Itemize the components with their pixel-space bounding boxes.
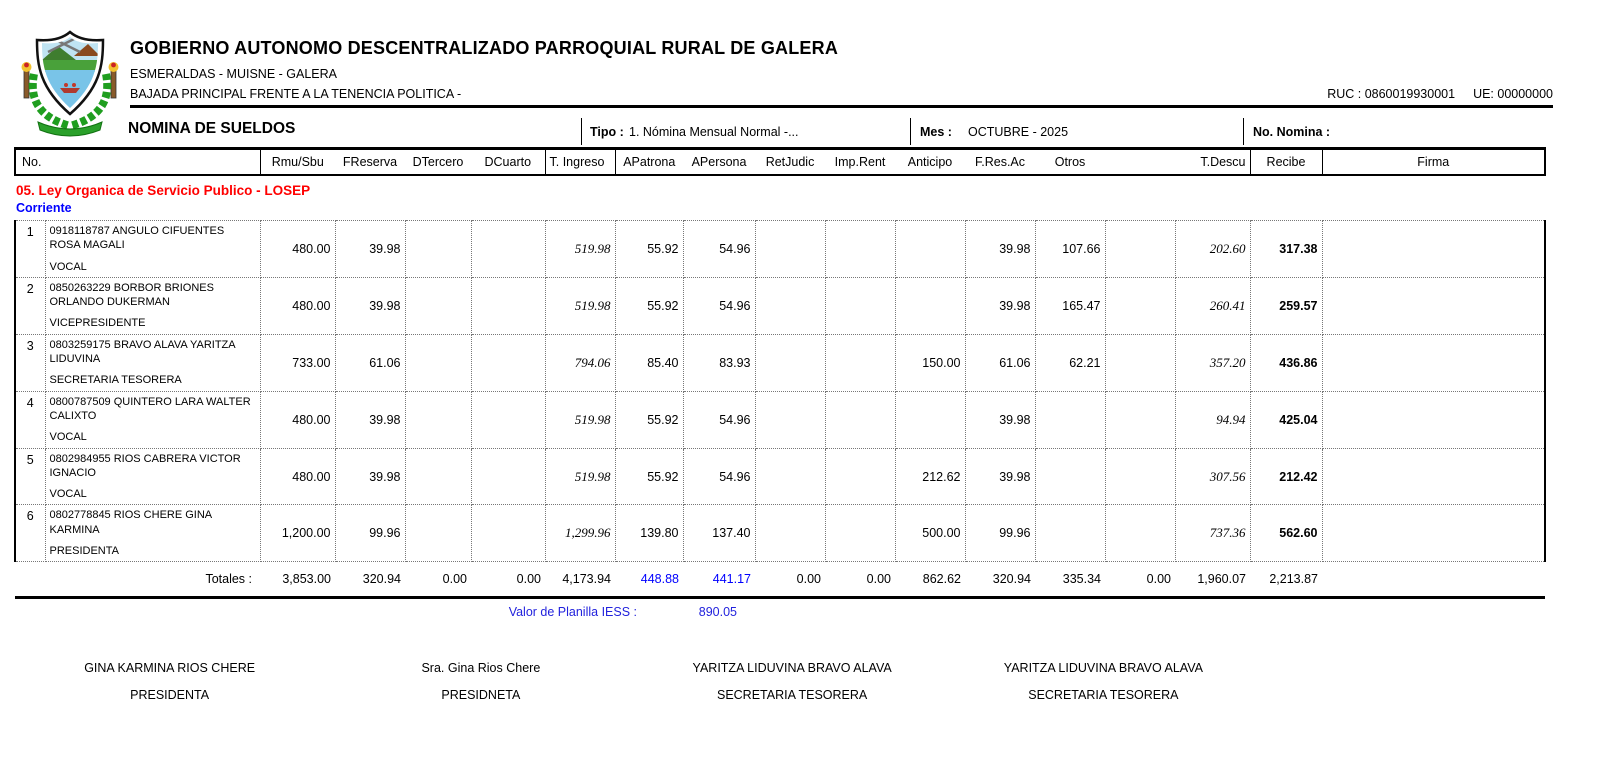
employee-id-name: 0803259175 BRAVO ALAVA YARITZA LIDUVINA: [49, 338, 235, 366]
value-cell: 165.47: [1035, 277, 1105, 334]
signature-name: YARITZA LIDUVINA BRAVO ALAVA: [692, 661, 892, 676]
value-cell: [825, 334, 895, 391]
employee-cell: [45, 505, 260, 562]
payroll-table-header: [14, 147, 1546, 176]
tipo-value: 1. Nómina Mensual Normal -...: [629, 125, 799, 139]
value-cell: [825, 221, 895, 278]
value-cell: 61.06: [335, 334, 405, 391]
employee-cell: [45, 448, 260, 505]
column-header-t-descu: T.Descu: [1175, 149, 1250, 176]
section-subtitle: Corriente: [16, 201, 72, 215]
value-cell: 62.21: [1035, 334, 1105, 391]
value-cell: 436.86: [1250, 334, 1322, 391]
value-cell: [1105, 221, 1175, 278]
signature-title: PRESIDNETA: [441, 688, 521, 703]
value-cell: 259.57: [1250, 277, 1322, 334]
column-header-anticipo: Anticipo: [895, 149, 965, 176]
row-number-cell: 6: [15, 505, 45, 562]
totals-value: 862.62: [895, 562, 965, 598]
payroll-table: [14, 220, 1546, 599]
band-separator: [910, 118, 911, 145]
value-cell: 55.92: [615, 448, 683, 505]
value-cell: 212.42: [1250, 448, 1322, 505]
totals-value: 0.00: [405, 562, 471, 598]
column-header-retjudic: RetJudic: [755, 149, 825, 176]
value-cell: 39.98: [965, 221, 1035, 278]
value-cell: 55.92: [615, 391, 683, 448]
planilla-label: Valor de Planilla IESS :: [508, 605, 637, 620]
value-cell: 733.00: [260, 334, 335, 391]
employee-id-name: 0850263229 BORBOR BRIONES ORLANDO DUKERMAN: [49, 281, 214, 309]
value-cell: 61.06: [965, 334, 1035, 391]
value-cell: [405, 391, 471, 448]
value-cell: [825, 391, 895, 448]
value-cell: [1105, 448, 1175, 505]
planilla-iess-line: [14, 605, 1553, 619]
ruc-ue-line: [1309, 87, 1553, 101]
row-number-cell: 1: [15, 221, 45, 278]
value-cell: [471, 391, 545, 448]
value-cell: 260.41: [1175, 277, 1250, 334]
value-cell: [825, 505, 895, 562]
value-cell: 480.00: [260, 391, 335, 448]
value-cell: [1105, 391, 1175, 448]
value-cell: [405, 505, 471, 562]
value-cell: [895, 221, 965, 278]
signature-cell: [1322, 448, 1545, 505]
signature-cell: [1322, 505, 1545, 562]
report-name: NOMINA DE SUELDOS: [128, 120, 296, 137]
value-cell: [1035, 391, 1105, 448]
signature-name: GINA KARMINA RIOS CHERE: [84, 661, 256, 676]
employee-id-name: 0800787509 QUINTERO LARA WALTER CALIXTO: [49, 395, 251, 422]
totals-value: 0.00: [755, 562, 825, 598]
value-cell: 137.40: [683, 505, 755, 562]
value-cell: 1,200.00: [260, 505, 335, 562]
signature-title: SECRETARIA TESORERA: [716, 688, 868, 703]
signature-name: Sra. Gina Rios Chere: [421, 661, 541, 676]
value-cell: 737.36: [1175, 505, 1250, 562]
value-cell: 212.62: [895, 448, 965, 505]
value-cell: 39.98: [335, 448, 405, 505]
value-cell: [1035, 448, 1105, 505]
value-cell: 150.00: [895, 334, 965, 391]
value-cell: [755, 334, 825, 391]
value-cell: [895, 277, 965, 334]
value-cell: 39.98: [965, 448, 1035, 505]
column-header-no: No.: [15, 149, 260, 176]
signature-cell: [1322, 221, 1545, 278]
institution-location: ESMERALDAS - MUISNE - GALERA: [130, 67, 337, 81]
totals-value: 320.94: [965, 562, 1035, 598]
signature-cell: [1322, 277, 1545, 334]
column-header-dtercero: DTercero: [405, 149, 471, 176]
value-cell: 107.66: [1035, 221, 1105, 278]
column-header-blank: [1105, 149, 1175, 176]
column-header-f-res-ac: F.Res.Ac: [965, 149, 1035, 176]
signature-cell: [1322, 334, 1545, 391]
totals-value: 0.00: [825, 562, 895, 598]
value-cell: [755, 221, 825, 278]
value-cell: [471, 277, 545, 334]
tipo-label: Tipo :: [590, 125, 624, 139]
column-header-apersona: APersona: [683, 149, 755, 176]
employee-cell: [45, 391, 260, 448]
signature-title: SECRETARIA TESORERA: [1028, 688, 1179, 703]
employee-role: PRESIDENTA: [49, 545, 119, 558]
employee-id-name: 0918118787 ANGULO CIFUENTES ROSA MAGALI: [49, 225, 225, 252]
signature-block: [948, 661, 1259, 702]
value-cell: [825, 277, 895, 334]
totals-signature-cell: [1322, 562, 1545, 598]
column-header-apatrona: APatrona: [615, 149, 683, 176]
totals-row: [15, 562, 1545, 598]
table-row: [15, 391, 1545, 448]
value-cell: 480.00: [260, 448, 335, 505]
value-cell: 562.60: [1250, 505, 1322, 562]
employee-role: SECRETARIA TESORERA: [49, 374, 182, 387]
row-number-cell: 2: [15, 277, 45, 334]
value-cell: 480.00: [260, 277, 335, 334]
employee-role: VOCAL: [49, 488, 87, 501]
value-cell: 519.98: [545, 448, 615, 505]
totals-value: 441.17: [683, 562, 755, 598]
value-cell: [755, 505, 825, 562]
value-cell: 500.00: [895, 505, 965, 562]
table-row: [15, 221, 1545, 278]
totals-value: 3,853.00: [260, 562, 335, 598]
signature-block: [14, 661, 325, 702]
value-cell: [825, 448, 895, 505]
value-cell: 54.96: [683, 221, 755, 278]
ruc-value: RUC : 0860019930001: [1327, 87, 1456, 101]
totals-value: 320.94: [335, 562, 405, 598]
band-separator: [581, 118, 582, 145]
value-cell: 39.98: [965, 277, 1035, 334]
planilla-value: 890.05: [698, 605, 737, 620]
column-header-dcuarto: DCuarto: [471, 149, 545, 176]
table-row: [15, 334, 1545, 391]
value-cell: 519.98: [545, 221, 615, 278]
value-cell: 519.98: [545, 277, 615, 334]
value-cell: 39.98: [335, 221, 405, 278]
employee-role: VOCAL: [49, 431, 87, 444]
value-cell: 83.93: [683, 334, 755, 391]
signature-block: [325, 661, 636, 702]
ue-value: UE: 00000000: [1473, 87, 1553, 101]
signature-cell: [1322, 391, 1545, 448]
totals-value: 1,960.07: [1175, 562, 1250, 598]
report-body: [14, 147, 1553, 702]
value-cell: 99.96: [965, 505, 1035, 562]
row-number-cell: 3: [15, 334, 45, 391]
value-cell: 1,299.96: [545, 505, 615, 562]
table-row: [15, 505, 1545, 562]
column-header-t-ingreso: T. Ingreso: [545, 149, 615, 176]
value-cell: 85.40: [615, 334, 683, 391]
employee-id-name: 0802984955 RIOS CABRERA VICTOR IGNACIO: [49, 452, 241, 479]
signature-block: [637, 661, 948, 702]
value-cell: 480.00: [260, 221, 335, 278]
value-cell: [1105, 505, 1175, 562]
header-rule: [130, 105, 1553, 108]
value-cell: 794.06: [545, 334, 615, 391]
totals-value: 335.34: [1035, 562, 1105, 598]
value-cell: 99.96: [335, 505, 405, 562]
value-cell: [471, 334, 545, 391]
employee-role: VICEPRESIDENTE: [49, 317, 146, 330]
totals-value: 4,173.94: [545, 562, 615, 598]
value-cell: 317.38: [1250, 221, 1322, 278]
value-cell: [1105, 277, 1175, 334]
no-nomina-label: No. Nomina :: [1253, 125, 1331, 139]
row-number-cell: 5: [15, 448, 45, 505]
value-cell: [405, 277, 471, 334]
value-cell: 357.20: [1175, 334, 1250, 391]
band-separator: [1243, 118, 1244, 145]
table-row: [15, 277, 1545, 334]
value-cell: [755, 391, 825, 448]
value-cell: 202.60: [1175, 221, 1250, 278]
column-header-recibe: Recibe: [1250, 149, 1322, 176]
institution-address: BAJADA PRINCIPAL FRENTE A LA TENENCIA POLITICA -: [130, 87, 462, 101]
value-cell: 94.94: [1175, 391, 1250, 448]
value-cell: 55.92: [615, 277, 683, 334]
report-title-band: [14, 116, 1553, 147]
value-cell: 54.96: [683, 448, 755, 505]
table-row: [15, 448, 1545, 505]
value-cell: [405, 221, 471, 278]
value-cell: [1035, 505, 1105, 562]
signature-blocks: [14, 661, 1259, 702]
totals-value: 448.88: [615, 562, 683, 598]
mes-value: OCTUBRE - 2025: [968, 125, 1069, 139]
value-cell: [1105, 334, 1175, 391]
value-cell: [405, 448, 471, 505]
value-cell: [471, 448, 545, 505]
value-cell: 55.92: [615, 221, 683, 278]
column-header-firma: Firma: [1322, 149, 1545, 176]
totals-label: Totales :: [15, 562, 260, 598]
report-header: [130, 38, 1553, 108]
value-cell: 425.04: [1250, 391, 1322, 448]
value-cell: 307.56: [1175, 448, 1250, 505]
value-cell: 139.80: [615, 505, 683, 562]
employee-cell: [45, 221, 260, 278]
value-cell: 39.98: [335, 277, 405, 334]
row-number-cell: 4: [15, 391, 45, 448]
value-cell: 519.98: [545, 391, 615, 448]
employee-id-name: 0802778845 RIOS CHERE GINA KARMINA: [49, 509, 212, 536]
institution-title: GOBIERNO AUTONOMO DESCENTRALIZADO PARROQUIAL RURAL DE GALERA: [130, 38, 839, 58]
totals-value: 0.00: [1105, 562, 1175, 598]
totals-value: 0.00: [471, 562, 545, 598]
value-cell: 54.96: [683, 277, 755, 334]
mes-label: Mes :: [920, 125, 952, 139]
column-header-rmu-sbu: Rmu/Sbu: [260, 149, 335, 176]
section-title: 05. Ley Organica de Servicio Publico - LOSEP: [16, 183, 311, 198]
value-cell: 54.96: [683, 391, 755, 448]
column-header-otros: Otros: [1035, 149, 1105, 176]
signature-name: YARITZA LIDUVINA BRAVO ALAVA: [1003, 661, 1203, 676]
employee-cell: [45, 277, 260, 334]
value-cell: [895, 391, 965, 448]
value-cell: [755, 277, 825, 334]
column-header-row: [15, 149, 1545, 176]
employee-cell: [45, 334, 260, 391]
column-header-imp-rent: Imp.Rent: [825, 149, 895, 176]
employee-role: VOCAL: [49, 260, 87, 273]
value-cell: [471, 221, 545, 278]
value-cell: 39.98: [335, 391, 405, 448]
column-header-freserva: FReserva: [335, 149, 405, 176]
signature-title: PRESIDENTA: [130, 688, 210, 703]
value-cell: [471, 505, 545, 562]
value-cell: 39.98: [965, 391, 1035, 448]
value-cell: [405, 334, 471, 391]
value-cell: [755, 448, 825, 505]
totals-value: 2,213.87: [1250, 562, 1322, 598]
